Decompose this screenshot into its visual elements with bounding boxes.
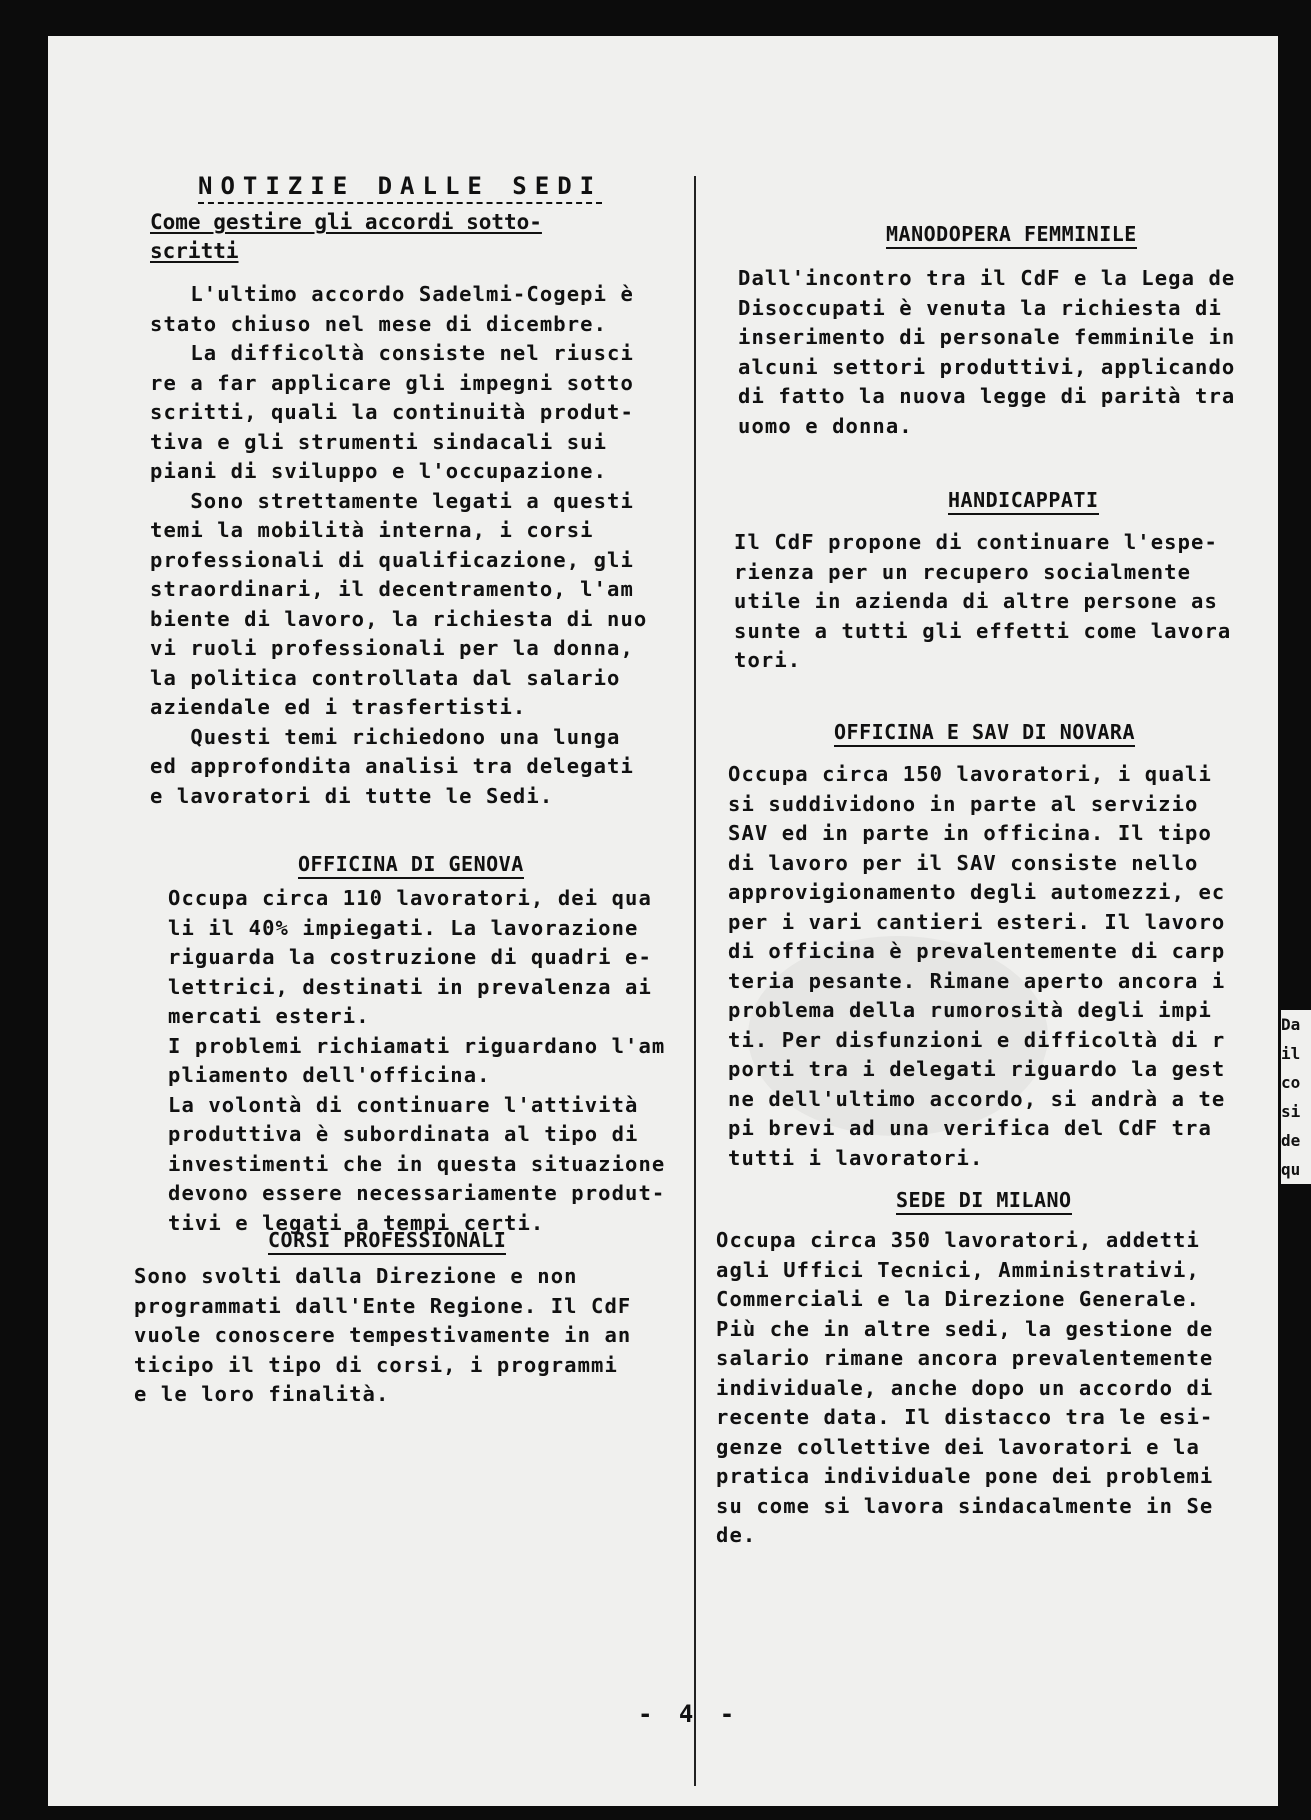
section-title-gestire-accordi: Come gestire gli accordi sotto- scritti bbox=[150, 210, 542, 263]
masthead-title: NOTIZIE DALLE SEDI bbox=[198, 172, 602, 204]
section-title-handicappati: HANDICAPPATI bbox=[948, 488, 1099, 515]
section-title-corsi-professionali: CORSI PROFESSIONALI bbox=[268, 1228, 506, 1255]
section-body-manodopera-femminile: Dall'incontro tra il CdF e la Lega de Disoccupati è venuta la richiesta di inserimento di personale femminile in alcuni settori produttivi, applicando di fatto la nuova legge di parità tra uomo e donna. bbox=[738, 266, 1236, 438]
section-body-officina-genova: Occupa circa 110 lavoratori, dei qua li il 40% impiegati. La lavorazione riguarda la costruzione di quadri e- lettrici, destinati in prevalenza ai mercati esteri. I problemi richiamati riguardano l'am pliamento dell'officina. La volontà di continuare l'attività produttiva è subordinata al tipo di investimenti che in questa situazione devono essere necessariamente produt- tivi e legati a tempi certi. bbox=[168, 886, 666, 1235]
section-body-officina-sav-novara: Occupa circa 150 lavoratori, i quali si suddividono in parte al servizio SAV ed in parte in officina. Il tipo di lavoro per il SAV consiste nello approvigionamento degli automezzi, ec per i vari cantieri esteri. Il lavoro di officina è prevalentemente di carp teria pesante. Rimane aperto ancora i problema della rumorosità degli impi ti. Per disfunzioni e difficoltà di r porti tra i delegati riguardo la gest ne dell'ultimo accordo, si andrà a te pi brevi ad una verifica del CdF tra tutti i lavoratori. bbox=[728, 762, 1226, 1170]
page-number: - 4 - bbox=[638, 1700, 741, 1728]
section-body-corsi-professionali: Sono svolti dalla Direzione e non programmati dall'Ente Regione. Il CdF vuole conoscere tempestivamente in an ticipo il tipo di corsi, i programmi e le loro finalità. bbox=[134, 1264, 632, 1406]
document-page bbox=[48, 36, 1278, 1806]
section-title-manodopera-femminile: MANODOPERA FEMMINILE bbox=[886, 222, 1137, 249]
adjacent-page-strip bbox=[1278, 36, 1311, 1806]
section-title-officina-genova: OFFICINA DI GENOVA bbox=[298, 852, 524, 879]
adjacent-page-fragment: Da il co si de qu bbox=[1281, 1010, 1311, 1184]
section-title-sede-milano: SEDE DI MILANO bbox=[896, 1188, 1072, 1215]
section-body-gestire-accordi: L'ultimo accordo Sadelmi-Cogepi è stato chiuso nel mese di dicembre. La difficoltà consiste nel riusci re a far applicare gli impegni sotto scritti, quali la continuità produt- tiva e gli strumenti sindacali sui piani di sviluppo e l'occupazione. Sono strettamente legati a questi temi la mobilità interna, i corsi professionali di qualificazione, gli straordinari, il decentramento, l'am biente di lavoro, la richiesta di nuo vi ruoli professionali per la donna, la politica controllata dal salario aziendale ed i trasfertisti. Questi temi richiedono una lunga ed approfondita analisi tra delegati e lavoratori di tutte le Sedi. bbox=[150, 282, 648, 808]
section-body-handicappati: Il CdF propone di continuare l'espe- rienza per un recupero socialmente utile in azienda di altre persone as sunte a tutti gli effetti come lavora tori. bbox=[734, 530, 1232, 672]
column-divider bbox=[694, 176, 696, 1786]
section-title-officina-sav-novara: OFFICINA E SAV DI NOVARA bbox=[834, 720, 1135, 747]
section-body-sede-milano: Occupa circa 350 lavoratori, addetti agli Uffici Tecnici, Amministrativi, Commerciali e la Direzione Generale. Più che in altre sedi, la gestione de salario rimane ancora prevalentemente individuale, anche dopo un accordo di recente data. Il distacco tra le esi- genze collettive dei lavoratori e la pratica individuale pone dei problemi su come si lavora sindacalmente in Se de. bbox=[716, 1228, 1214, 1547]
